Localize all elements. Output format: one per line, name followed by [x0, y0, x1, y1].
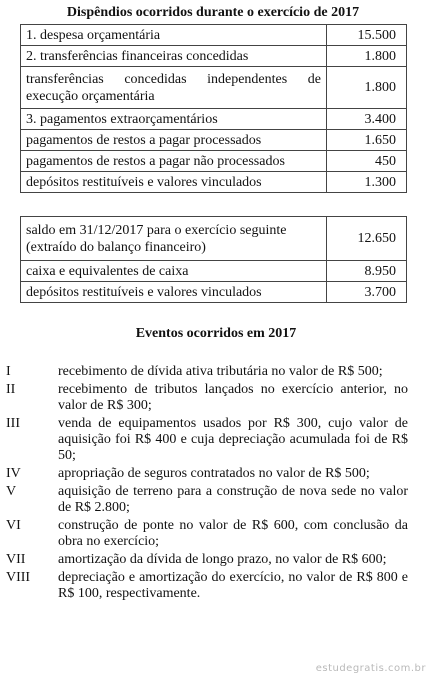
list-item [6, 570, 408, 602]
event-text: construção de ponte no valor de R$ 600, com conclusão da obra no exercício; [58, 518, 408, 549]
event-text: apropriação de seguros contratados no valor de R$ 500; [58, 466, 370, 481]
event-text: aquisição de terreno para a construção de nova sede no valor de R$ 2.800; [58, 484, 408, 515]
event-text: recebimento de dívida ativa tributária no valor de R$ 500; [58, 364, 383, 379]
table-row [21, 172, 407, 193]
row-label: depósitos restituíveis e valores vinculados [21, 282, 327, 303]
row-value: 3.700 [327, 282, 407, 303]
event-number: V [6, 484, 17, 499]
row-label: transferências concedidas independentes de execução orçamentária [21, 67, 327, 109]
event-number: II [6, 382, 16, 397]
list-item [6, 466, 408, 482]
event-text: recebimento de tributos lançados no exercício anterior, no valor de R$ 300; [58, 382, 408, 413]
list-item [6, 364, 408, 380]
list-item [6, 518, 408, 550]
row-value: 3.400 [327, 109, 407, 130]
row-value: 1.800 [327, 67, 407, 109]
event-number: III [6, 416, 20, 431]
events-title: Eventos ocorridos em 2017 [135, 326, 297, 341]
event-number: VIII [6, 570, 31, 585]
event-number: I [6, 364, 11, 379]
table-row [21, 261, 407, 282]
table-row [21, 67, 407, 109]
row-value: 450 [327, 151, 407, 172]
expenditures-table [20, 24, 407, 193]
event-number: IV [6, 466, 21, 481]
table-title: Dispêndios ocorridos durante o exercício de 2017 [66, 5, 360, 20]
table-row [21, 217, 407, 261]
list-item [6, 552, 408, 568]
row-label: 1. despesa orçamentária [21, 25, 327, 46]
row-value: 12.650 [327, 217, 407, 261]
table-row [21, 46, 407, 67]
row-label: 3. pagamentos extraorçamentários [21, 109, 327, 130]
balance-table [20, 216, 407, 303]
row-label: caixa e equivalentes de caixa [21, 261, 327, 282]
event-number: VI [6, 518, 21, 533]
row-label: 2. transferências financeiras concedidas [21, 46, 327, 67]
table-row [21, 282, 407, 303]
row-label: depósitos restituíveis e valores vinculados [21, 172, 327, 193]
watermark: estudegratis.com.br [315, 663, 426, 674]
table-row [21, 130, 407, 151]
events-list [6, 364, 408, 604]
table-row [21, 109, 407, 130]
row-label: saldo em 31/12/2017 para o exercício seguinte (extraído do balanço financeiro) [21, 217, 327, 261]
row-value: 1.800 [327, 46, 407, 67]
row-label: pagamentos de restos a pagar não processados [21, 151, 327, 172]
list-item [6, 382, 408, 414]
row-value: 1.650 [327, 130, 407, 151]
event-text: venda de equipamentos usados por R$ 300, cujo valor de aquisição foi R$ 400 e cuja depreciação acumulada foi de R$ 50; [58, 416, 408, 463]
row-label: pagamentos de restos a pagar processados [21, 130, 327, 151]
row-value: 1.300 [327, 172, 407, 193]
table-row [21, 25, 407, 46]
list-item [6, 416, 408, 464]
row-value: 15.500 [327, 25, 407, 46]
event-number: VII [6, 552, 26, 567]
event-text: depreciação e amortização do exercício, no valor de R$ 800 e R$ 100, respectivamente. [58, 570, 408, 601]
row-value: 8.950 [327, 261, 407, 282]
table-row [21, 151, 407, 172]
list-item [6, 484, 408, 516]
event-text: amortização da dívida de longo prazo, no valor de R$ 600; [58, 552, 387, 567]
